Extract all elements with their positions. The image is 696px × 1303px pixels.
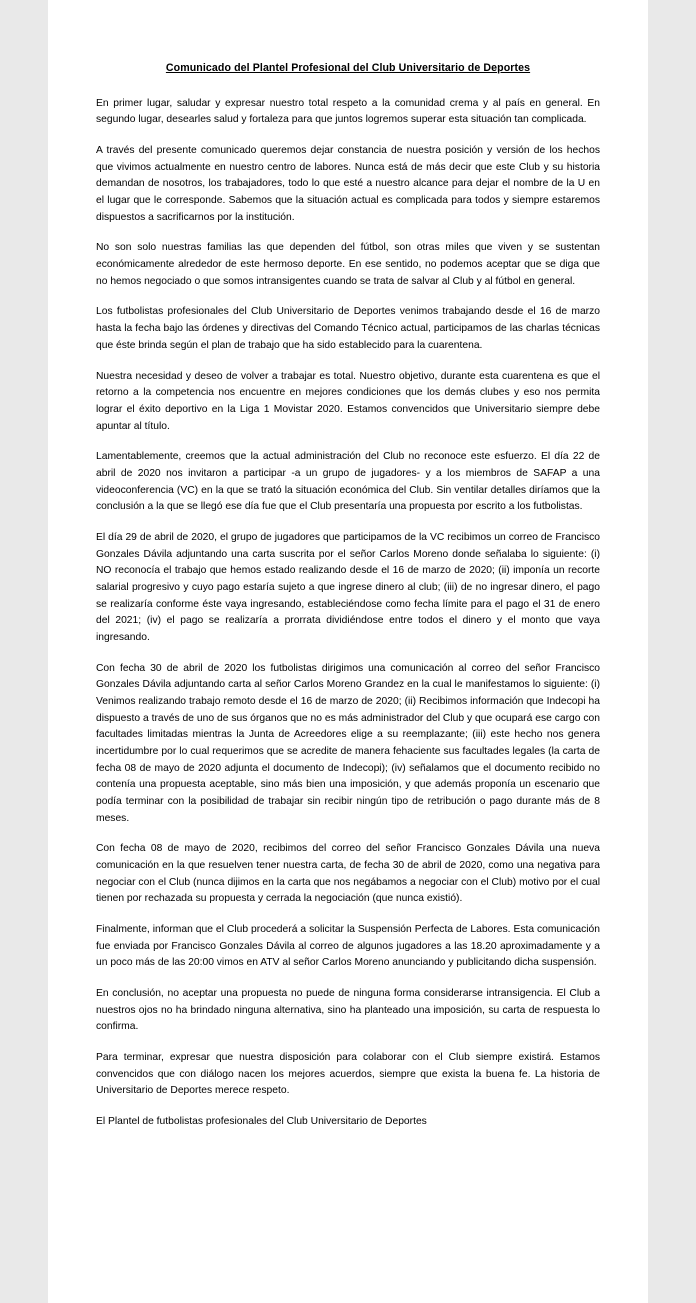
paragraph: Finalmente, informan que el Club procederá a solicitar la Suspensión Perfecta de Labores. Esta comunicación fue enviada por Francisco Gonzales Dávila al correo de algunos jugadores a las 18.20 aproximadamente y a un poco más de las 20:00 vimos en ATV al señor Carlos Moreno anunciando y publicitando dicha suspensión. [96, 923, 600, 969]
paragraph: A través del presente comunicado queremos dejar constancia de nuestra posición y versión de los hechos que vivimos actualmente en nuestro centro de labores. Nunca está de más decir que este Club y su historia demandan de nosotros, los trabajadores, todo lo que esté a nuestro alcance para dejar el nombre de la U en el lugar que le corresponde. Sabemos que la situación actual es complicada para todos y siempre estaremos dispuestos a sacrificarnos por la institución. [96, 145, 600, 223]
paragraph: En primer lugar, saludar y expresar nuestro total respeto a la comunidad crema y al país en general. En segundo lugar, desearles salud y fortaleza para que juntos logremos superar esta situación tan complicada. [96, 97, 600, 126]
paragraph: Los futbolistas profesionales del Club Universitario de Deportes venimos trabajando desde el 16 de marzo hasta la fecha bajo las órdenes y directivas del Comando Técnico actual, participamos de las charlas técnicas que éste brinda según el plan de trabajo que ha sido establecido para la cuarentena. [96, 306, 600, 351]
paragraph: Para terminar, expresar que nuestra disposición para colaborar con el Club siempre existirá. Estamos convencidos que con diálogo nacen los mejores acuerdos, siempre que exista la buena fe. La historia de Universitario de Deportes merece respeto. [96, 1052, 600, 1097]
paragraph: Con fecha 08 de mayo de 2020, recibimos del correo del señor Francisco Gonzales Dávila una nueva comunicación en la que resuelven tener nuestra carta, de fecha 30 de abril de 2020, como una negativa para negociar con el Club (nunca dijimos en la carta que nos negábamos a negociar con el Club) motivo por el cual tienen por rechazada su propuesta y cerrada la negociación (que nunca existió). [96, 843, 600, 905]
paragraph: Lamentablemente, creemos que la actual administración del Club no reconoce este esfuerzo. El día 22 de abril de 2020 nos invitaron a participar -a un grupo de jugadores- y a los miembros de SAFAP a una videoconferencia (VC) en la que se trató la situación económica del Club. Sin ventilar detalles diríamos que la conclusión a la que se llegó ese día fue que el Club presentaría una propuesta por escrito a los futbolistas. [96, 451, 600, 513]
page-margin-right [648, 0, 696, 1303]
page-margin-left [0, 0, 48, 1303]
paragraph: Nuestra necesidad y deseo de volver a trabajar es total. Nuestro objetivo, durante esta cuarentena es que el retorno a la competencia nos encuentre en mejores condiciones que los demás clubes y eso nos permita lograr el éxito deportivo en la Liga 1 Movistar 2020. Estamos convencidos que Universitario siempre debe apuntar al título. [96, 370, 600, 432]
paragraph: Con fecha 30 de abril de 2020 los futbolistas dirigimos una comunicación al correo del señor Francisco Gonzales Dávila adjuntando carta al señor Carlos Moreno Grandez en la cual le manifestamos lo siguiente: (i) Venimos realizando trabajo remoto desde el 16 de marzo de 2020; (ii) Recibimos información que Indecopi ha dispuesto a través de uno de sus órganos que no es más administrador del Club y que ocupará ese cargo con facultades limitadas mientras la Junta de Acreedores elige a su reemplazante; (iii) este hecho nos genera incertidumbre por lo cual requerimos que se acredite de manera fehaciente sus facultades legales (la carta de fecha 08 de mayo de 2020 adjunta el documento de Indecopi); (iv) señalamos que el documento recibido no contenía una propuesta aceptable, sino más bien una imposición, y que además proponía un escenario que podía terminar con la posibilidad de trabajar sin recibir ningún tipo de retribución o pago durante más de 8 meses. [96, 662, 600, 824]
paragraph: No son solo nuestras familias las que dependen del fútbol, son otras miles que viven y se sustentan económicamente alrededor de este hermoso deporte. En ese sentido, no podemos aceptar que se diga que no hemos negociado o que somos intransigentes cuando se trata de salvar al Club y al fútbol en general. [96, 242, 600, 287]
paragraph: El día 29 de abril de 2020, el grupo de jugadores que participamos de la VC recibimos un correo de Francisco Gonzales Dávila adjuntando una carta suscrita por el señor Carlos Moreno donde señalaba lo siguiente: (i) NO reconocía el trabajo que hemos estado realizando desde el 16 de marzo de 2020; (ii) imponía un recorte salarial progresivo y cuyo pago estaría sujeto a que ingrese dinero al club; (iii) de no ingresar dinero, el pago se realizaría conforme éste vaya ingresando, estableciéndose como fecha límite para el pago el 31 de enero del 2021; (iv) el pago se realizaría a prorrata dividiéndose entre todos el dinero y el monto que vaya ingresando. [96, 531, 600, 643]
paragraph: En conclusión, no aceptar una propuesta no puede de ninguna forma considerarse intransigencia. El Club a nuestros ojos no ha brindado ninguna alternativa, sino ha planteado una imposición, su carta de respuesta lo confirma. [96, 988, 600, 1033]
page-title: Comunicado del Plantel Profesional del Club Universitario de Deportes [165, 62, 531, 74]
signature-line: El Plantel de futbolistas profesionales del Club Universitario de Deportes [96, 1116, 427, 1128]
document-page [48, 0, 648, 1303]
